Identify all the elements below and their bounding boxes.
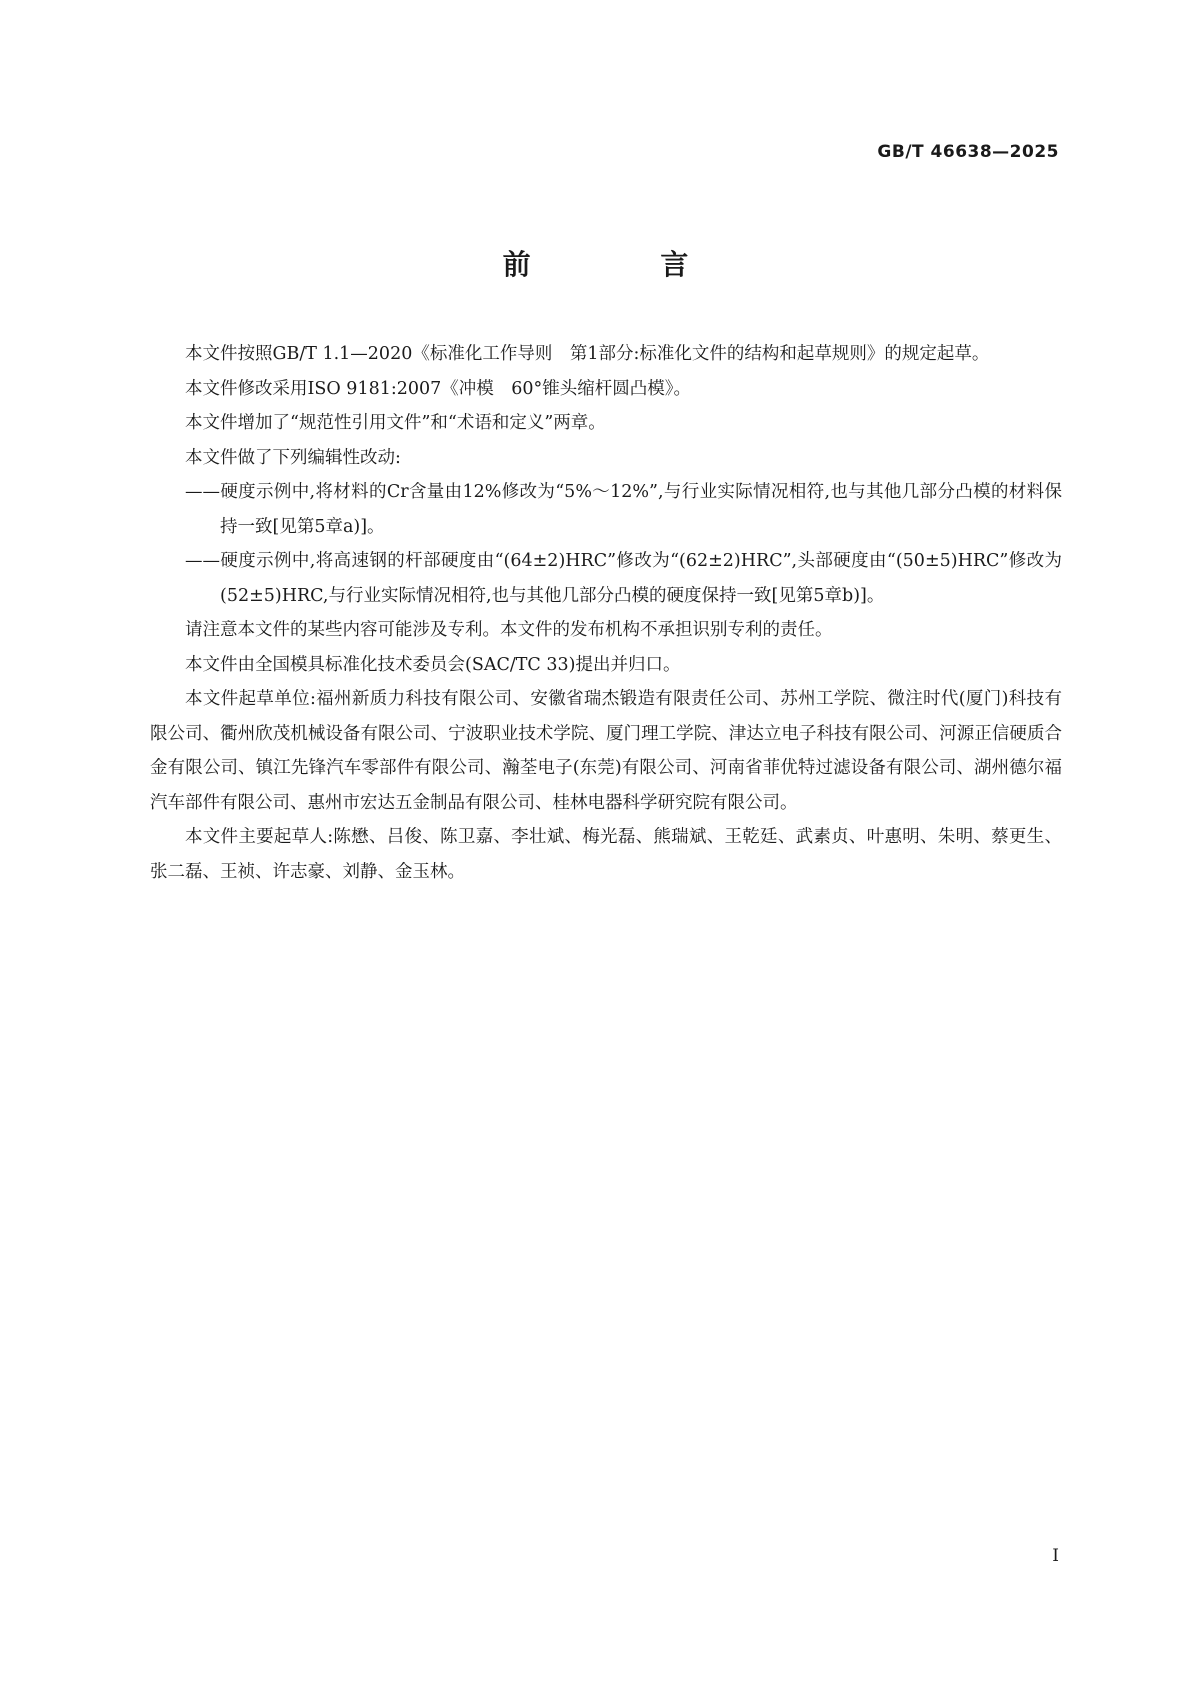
page-title: 前 言 — [502, 248, 749, 281]
list-item — [150, 544, 1062, 613]
list-item-text: ——硬度示例中,将高速钢的杆部硬度由“(64±2)HRC”修改为“(62±2)HRC”,头部硬度由“(50±5)HRC”修改为(52±5)HRC,与行业实际情况相符,也与其他几部分凸模的硬度保持一致[见第5章b)]。 — [185, 551, 1062, 606]
paragraph-proposer: 本文件由全国模具标准化技术委员会(SAC/TC 33)提出并归口。 — [185, 654, 681, 675]
paragraph-added-chapters: 本文件增加了“规范性引用文件”和“术语和定义”两章。 — [185, 413, 606, 433]
document-code: GB/T 46638—2025 — [877, 142, 1059, 162]
paragraph-drafting-organizations: 本文件起草单位:福州新质力科技有限公司、安徽省瑞杰锻造有限责任公司、苏州工学院、微注时代(厦门)科技有限公司、衢州欣茂机械设备有限公司、宁波职业技术学院、厦门理工学院、津达立电子科技有限公司、河源正信硬质合金有限公司、镇江先锋汽车零部件有限公司、瀚荃电子(东莞)有限公司、河南省菲优特过滤设备有限公司、湖州德尔福汽车部件有限公司、惠州市宏达五金制品有限公司、桂林电器科学研究院有限公司。 — [150, 689, 1062, 813]
paragraph-patent-notice: 请注意本文件的某些内容可能涉及专利。本文件的发布机构不承担识别专利的责任。 — [185, 620, 833, 640]
foreword-body — [150, 337, 1062, 889]
paragraph-drafters: 本文件主要起草人:陈懋、吕俊、陈卫嘉、李壮斌、梅光磊、熊瑞斌、王乾廷、武素贞、叶惠明、朱明、蔡更生、张二磊、王祯、许志豪、刘静、金玉林。 — [150, 827, 1062, 882]
paragraph-drafting-rules: 本文件按照GB/T 1.1—2020《标准化工作导则 第1部分:标准化文件的结构和起草规则》的规定起草。 — [185, 344, 990, 364]
paragraph-editorial-changes: 本文件做了下列编辑性改动: — [185, 447, 401, 468]
paragraph-adoption: 本文件修改采用ISO 9181:2007《冲模 60°锥头缩杆圆凸模》。 — [185, 378, 692, 399]
list-item — [150, 475, 1062, 544]
list-item-text: ——硬度示例中,将材料的Cr含量由12%修改为“5%～12%”,与行业实际情况相符,也与其他几部分凸模的材料保持一致[见第5章a)]。 — [185, 482, 1062, 537]
page-number: I — [1052, 1546, 1059, 1566]
